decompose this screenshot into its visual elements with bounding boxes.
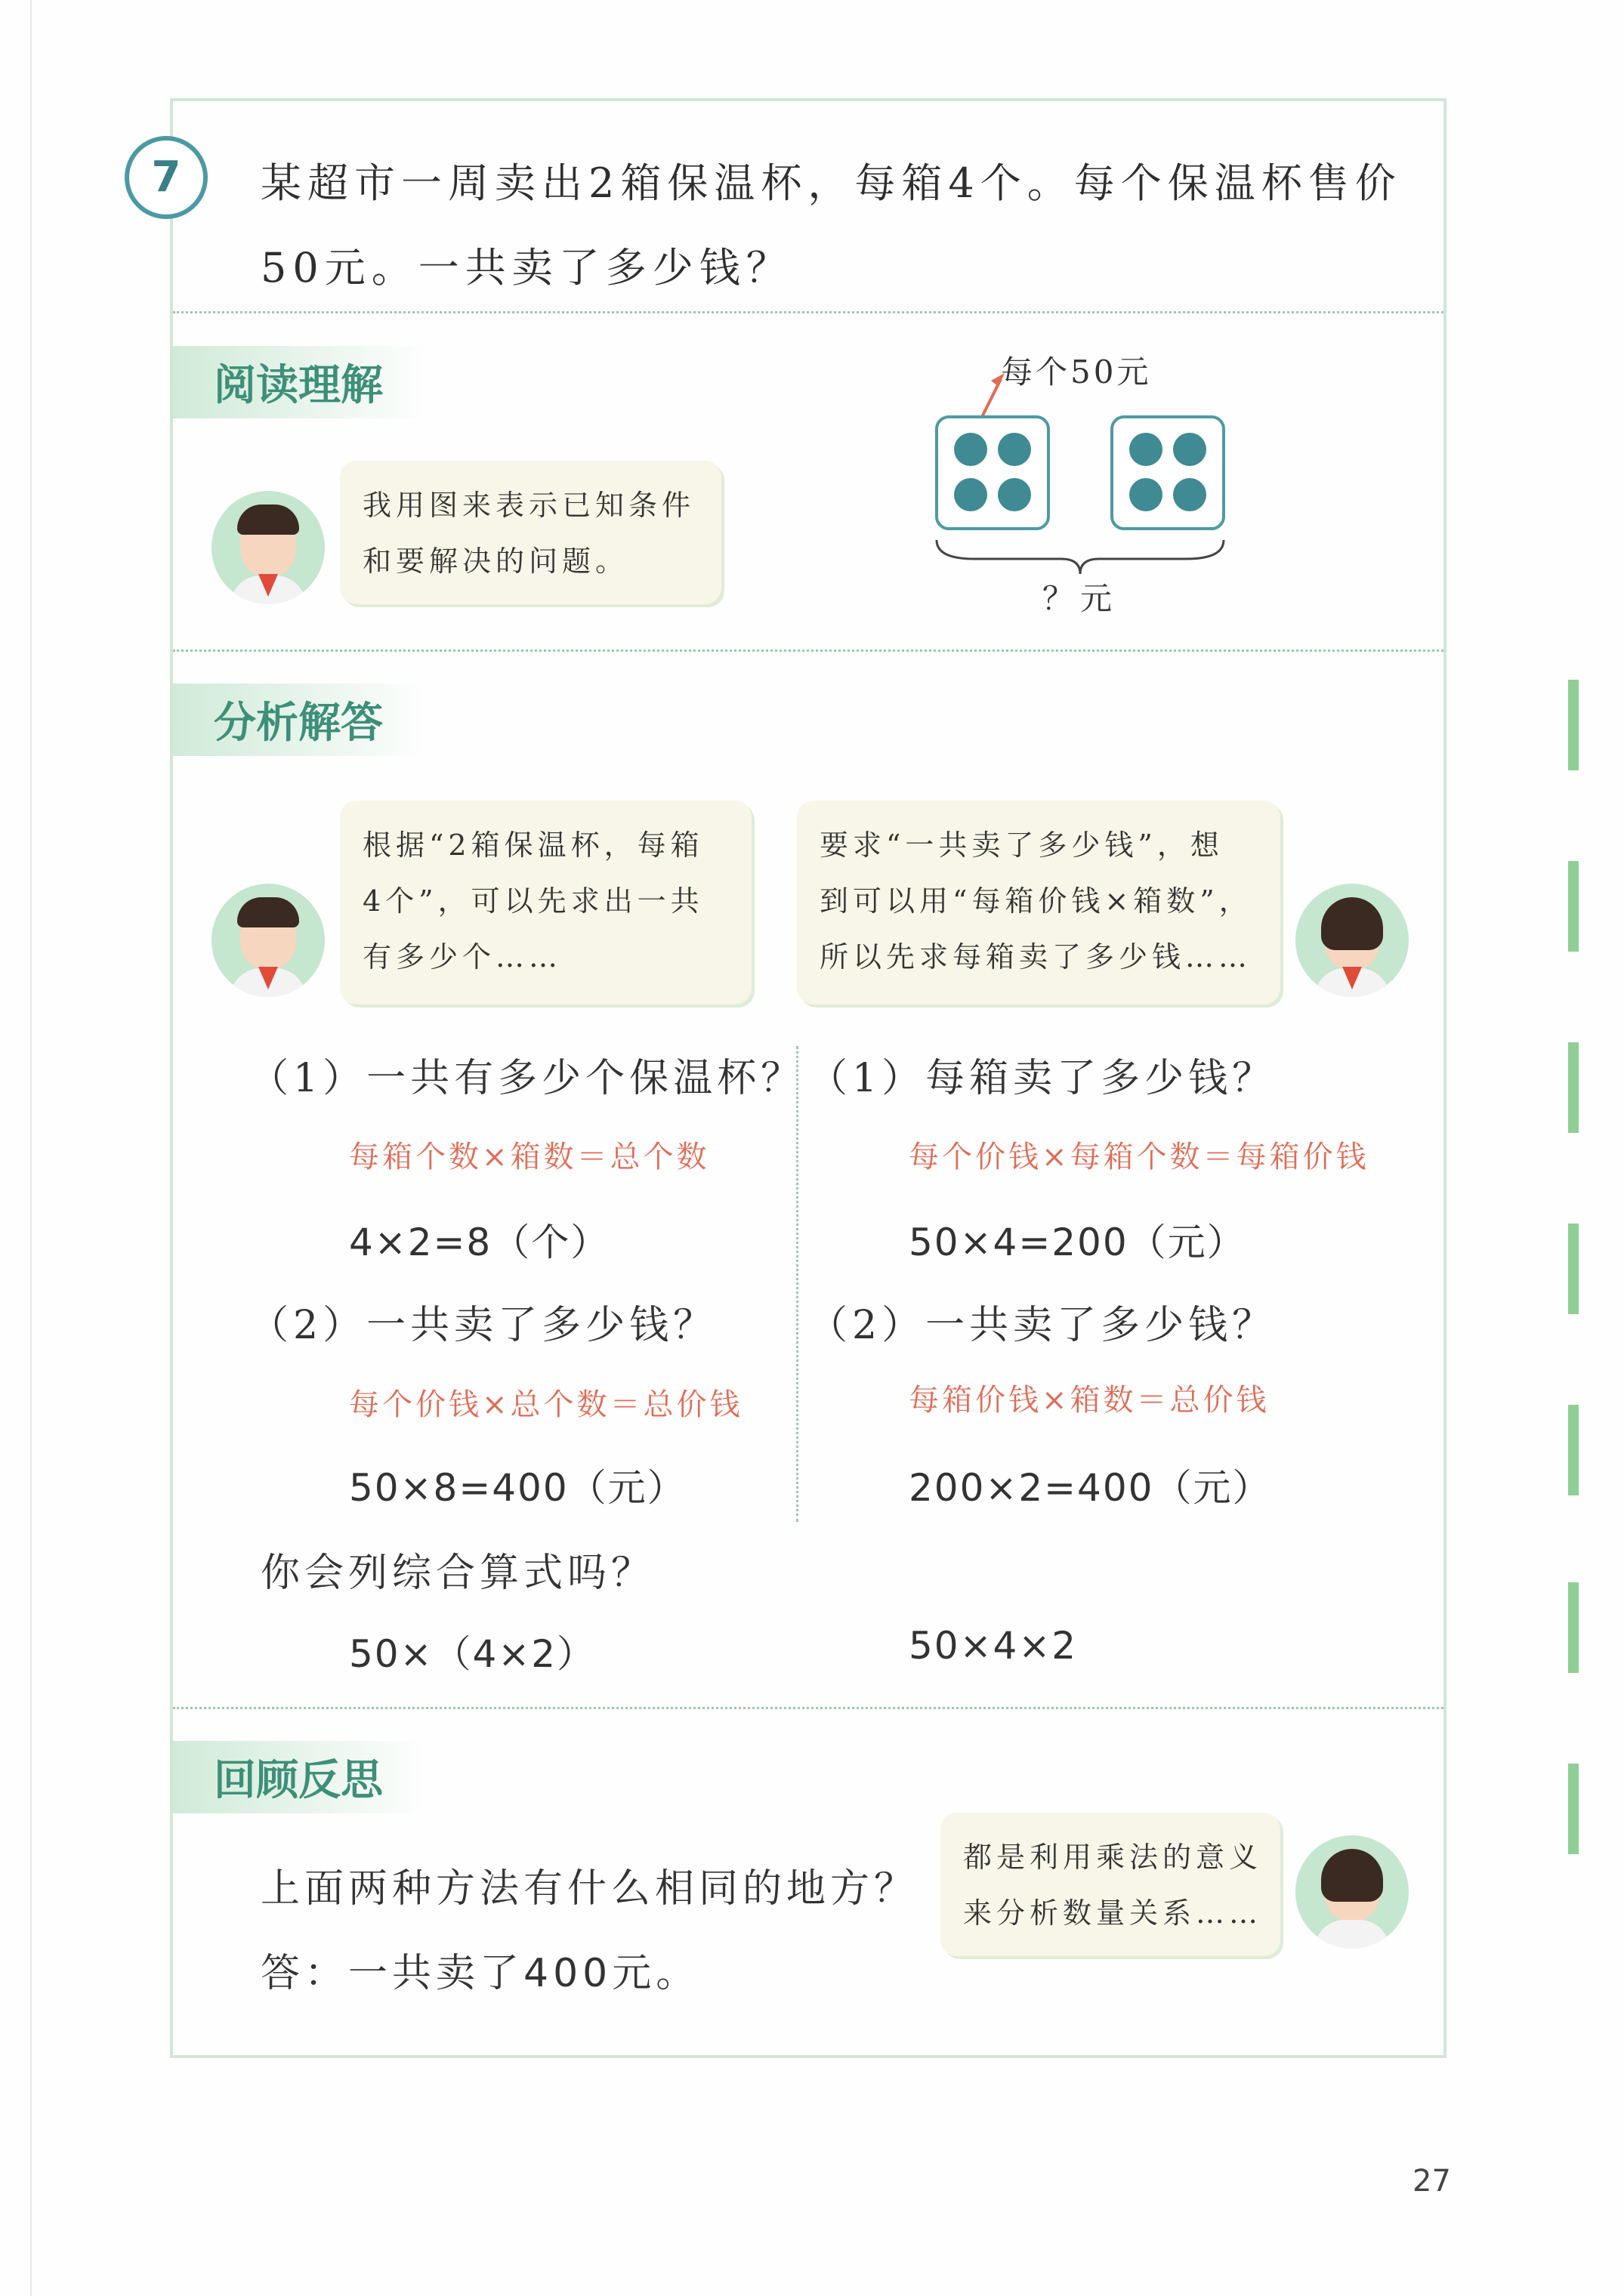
page-binding-edge	[30, 0, 32, 2296]
answer-prefix: 答：一共卖了	[261, 1951, 524, 1996]
calc-expression: 50×4=200	[909, 1221, 1128, 1264]
right-formula-1: 每个价钱×每箱个数＝每箱价钱	[909, 1140, 1369, 1174]
calc-expression: 4×2=8	[349, 1221, 492, 1264]
column-divider	[796, 1046, 798, 1522]
section-title-reading: 阅读理解	[172, 346, 428, 418]
margin-tab	[1568, 1042, 1579, 1133]
left-formula-2: 每个价钱×总个数＝总价钱	[349, 1387, 743, 1422]
calc-unit: （元）	[1153, 1466, 1272, 1510]
problem-text-line-2: 50元。一共卖了多少钱？	[261, 244, 793, 292]
right-formula-2: 每箱价钱×箱数＝总价钱	[909, 1383, 1270, 1418]
problem-text-line-1: 某超市一周卖出2箱保温杯，每箱4个。每个保温杯售价	[261, 159, 1402, 207]
margin-tab	[1568, 1764, 1579, 1854]
answer-suffix: 元。	[612, 1951, 700, 1996]
calc-expression: 50×8=400	[349, 1466, 569, 1510]
answer-line	[261, 1941, 699, 1998]
speech-bubble-boy	[340, 801, 752, 1004]
combined-expression-right: 50×4×2	[909, 1624, 1078, 1668]
boy-avatar	[211, 491, 325, 604]
right-calc-2	[909, 1458, 1271, 1512]
section-title-review: 回顾反思	[172, 1741, 428, 1813]
calc-unit: （个）	[492, 1221, 610, 1264]
speech-bubble-reading	[340, 461, 721, 604]
boy-avatar	[211, 884, 325, 997]
girl-avatar	[1295, 884, 1409, 997]
bubble-line: 根据“2箱保温杯，每箱	[363, 829, 704, 862]
right-calc-1	[909, 1212, 1246, 1267]
bubble-line: 要求“一共卖了多少钱”，想	[820, 829, 1224, 862]
review-question: 上面两种方法有什么相同的地方？	[261, 1866, 919, 1912]
bubble-line: 有多少个……	[363, 940, 563, 974]
box-diagram	[929, 347, 1246, 634]
answer-value: 400	[523, 1951, 613, 1996]
margin-tab	[1568, 1582, 1579, 1673]
left-question-2: （2）一共卖了多少钱？	[249, 1303, 718, 1348]
bubble-line: 我用图来表示已知条件	[363, 489, 696, 522]
calc-unit: （元）	[1128, 1221, 1246, 1264]
right-question-1: （1）每箱卖了多少钱？	[808, 1056, 1277, 1101]
margin-tab	[1568, 1405, 1579, 1495]
margin-tab	[1568, 861, 1579, 952]
right-question-2: （2）一共卖了多少钱？	[808, 1303, 1277, 1348]
speech-bubble-review	[940, 1813, 1280, 1956]
bubble-line: 所以先求每箱卖了多少钱……	[820, 940, 1252, 974]
margin-tab	[1568, 680, 1579, 770]
margin-tab	[1568, 1224, 1579, 1314]
section-divider	[173, 311, 1443, 313]
left-formula-1: 每箱个数×箱数＝总个数	[349, 1140, 710, 1174]
calc-expression: 200×2=400	[909, 1466, 1154, 1510]
section-title-analysis: 分析解答	[172, 684, 428, 756]
bubble-line: 和要解决的问题。	[363, 545, 629, 578]
calc-unit: （元）	[568, 1466, 687, 1510]
combined-expression-left: 50×（4×2）	[349, 1632, 597, 1676]
bubble-line: 到可以用“每箱价钱×箱数”，	[820, 884, 1252, 918]
bubble-line: 都是利用乘法的意义	[963, 1841, 1263, 1874]
price-per-cup-label: 每个50元	[1001, 353, 1152, 390]
problem-number-badge: 7	[125, 136, 208, 219]
speech-bubble-girl	[797, 801, 1280, 1004]
section-divider	[173, 650, 1443, 652]
left-calc-1	[349, 1212, 610, 1267]
section-divider	[173, 1707, 1443, 1709]
girl-avatar	[1295, 1835, 1409, 1949]
total-unknown-label: ？元	[1042, 580, 1119, 617]
page-number: 27	[1413, 2164, 1451, 2199]
left-calc-2	[349, 1458, 687, 1512]
combined-question: 你会列综合算式吗？	[261, 1551, 656, 1596]
left-question-1: （1）一共有多少个保温杯？	[249, 1056, 805, 1101]
bubble-line: 4个”，可以先求出一共	[363, 884, 704, 918]
bubble-line: 来分析数量关系……	[963, 1896, 1263, 1930]
